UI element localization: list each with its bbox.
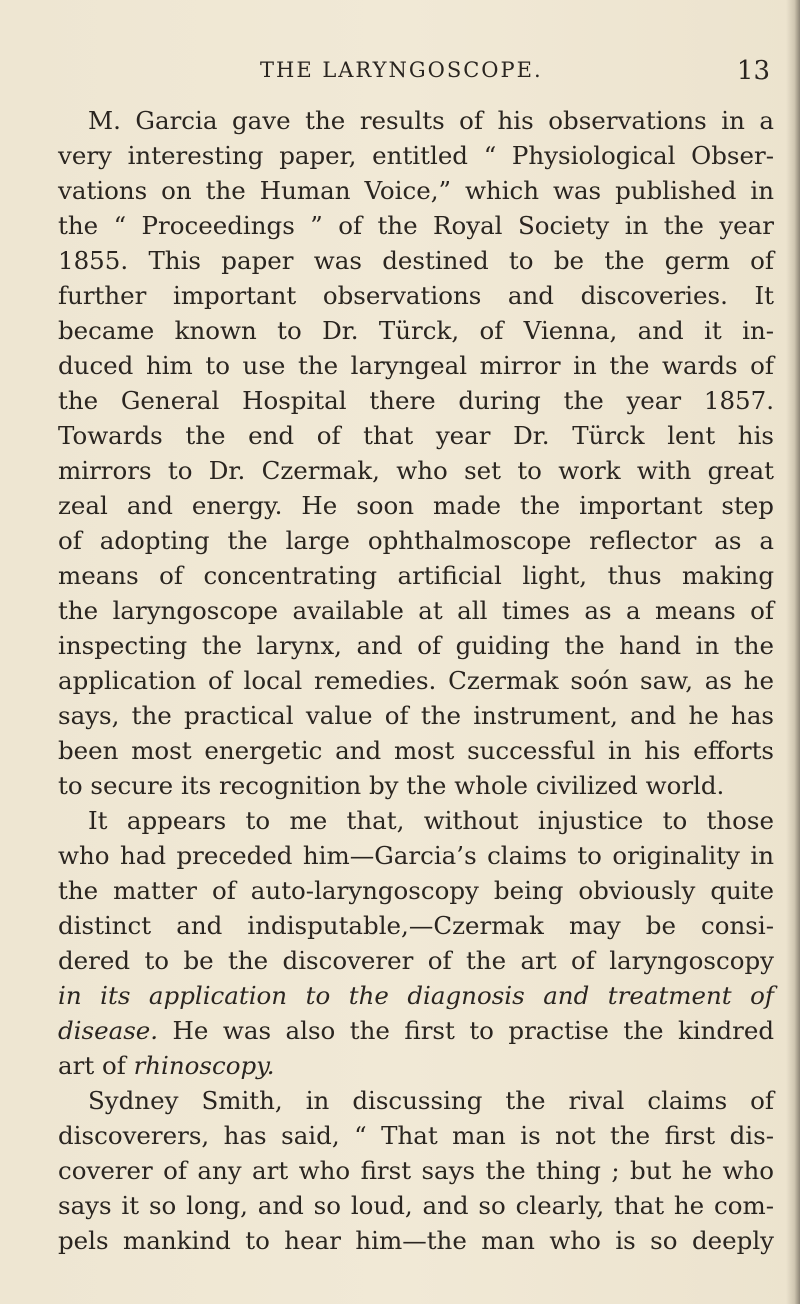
- text-line: to secure its recognition by the whole civilized world.: [58, 771, 725, 800]
- text-line: M. Garcia gave the results of his observations in a: [88, 106, 774, 135]
- text-line: coverer of any art who first says the thing ; but he who: [58, 1156, 774, 1185]
- line-text: art of: [58, 1051, 134, 1080]
- running-title: THE LARYNGOSCOPE.: [260, 58, 543, 82]
- text-line: vations on the Human Voice,” which was published in: [58, 176, 774, 205]
- text-line: says it so long, and so loud, and so clearly, that he com-: [58, 1191, 774, 1220]
- italic-phrase: in its application to the diagnosis and treatment of: [58, 981, 774, 1010]
- running-head: [60, 58, 770, 92]
- text-line: [58, 1048, 774, 1083]
- text-line: application of local remedies. Czermak soón saw, as he: [58, 666, 774, 695]
- text-line: Sydney Smith, in discussing the rival claims of: [88, 1086, 774, 1115]
- text-line: been most energetic and most successful in his efforts: [58, 736, 774, 765]
- body-text: [58, 103, 774, 1258]
- italic-word: rhinoscopy.: [133, 1051, 275, 1080]
- text-line: 1855. This paper was destined to be the germ of: [58, 246, 774, 275]
- text-line: [58, 1013, 774, 1048]
- text-line: very interesting paper, entitled “ Physiological Obser-: [58, 141, 774, 170]
- text-line: zeal and energy. He soon made the important step: [58, 491, 774, 520]
- text-line: distinct and indisputable,—Czermak may be consi-: [58, 911, 774, 940]
- text-line: means of concentrating artificial light, thus making: [58, 561, 774, 590]
- page-number: 13: [736, 56, 770, 86]
- text-line: It appears to me that, without injustice to those: [88, 806, 774, 835]
- text-line: the matter of auto-laryngoscopy being obviously quite: [58, 876, 774, 905]
- text-line: who had preceded him—Garcia’s claims to originality in: [58, 841, 774, 870]
- text-line: inspecting the larynx, and of guiding the hand in the: [58, 631, 774, 660]
- text-line: pels mankind to hear him—the man who is so deeply: [58, 1226, 774, 1255]
- text-line: became known to Dr. Türck, of Vienna, and it in-: [58, 316, 774, 345]
- text-line: the General Hospital there during the year 1857.: [58, 386, 774, 415]
- text-line: the laryngoscope available at all times as a means of: [58, 596, 774, 625]
- text-line: of adopting the large ophthalmoscope reflector as a: [58, 526, 774, 555]
- text-line: the “ Proceedings ” of the Royal Society in the year: [58, 211, 774, 240]
- text-line: further important observations and discoveries. It: [58, 281, 774, 310]
- text-line: says, the practical value of the instrument, and he has: [58, 701, 774, 730]
- line-text: He was also the first to practise the kindred: [158, 1016, 774, 1045]
- text-line: duced him to use the laryngeal mirror in the wards of: [58, 351, 774, 380]
- text-line: Towards the end of that year Dr. Türck lent his: [58, 421, 774, 450]
- page-edge-shadow: [786, 0, 800, 1304]
- text-line: mirrors to Dr. Czermak, who set to work with great: [58, 456, 774, 485]
- italic-word: disease.: [58, 1016, 159, 1045]
- text-line: dered to be the discoverer of the art of laryngoscopy: [58, 946, 774, 975]
- text-line: discoverers, has said, “ That man is not the first dis-: [58, 1121, 774, 1150]
- text-line: [58, 978, 774, 1013]
